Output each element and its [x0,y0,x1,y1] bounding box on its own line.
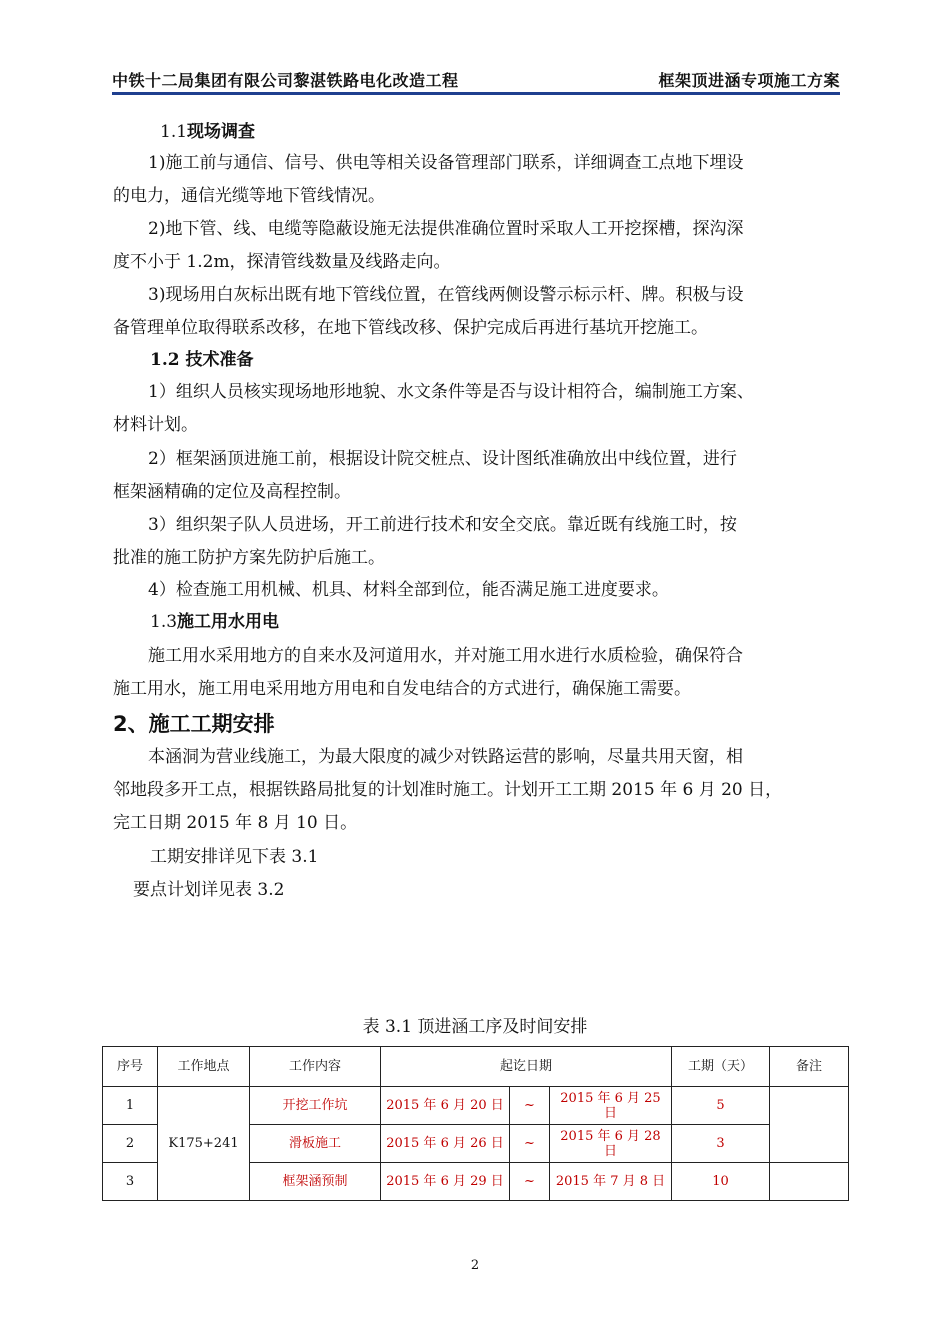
row-number: 2 [103,1125,158,1163]
duration-days: 3 [672,1125,770,1163]
duration-days: 5 [672,1087,770,1125]
header-cell: 工作内容 [250,1047,381,1087]
header-cell: 工期（天） [672,1047,770,1087]
date-separator: ~ [510,1087,550,1125]
paragraph: 3）组织架子队人员进场，开工前进行技术和安全交底。靠近既有线施工时，按 [148,515,737,535]
section-1-3-text: 施工用水用电 [177,612,280,632]
start-date: 2015 年 6 月 29 日 [381,1163,510,1201]
section-2-heading: 2、施工工期安排 [113,712,275,736]
paragraph: 度不小于 1.2m，探清管线数量及线路走向。 [113,252,451,272]
end-date: 2015 年 6 月 28 日 [550,1125,672,1163]
paragraph: 工期安排详见下表 3.1 [150,847,319,867]
table-caption: 表 3.1 顶进涵工序及时间安排 [362,1017,588,1037]
paragraph: 完工日期 2015 年 8 月 10 日。 [113,813,358,833]
end-date: 2015 年 6 月 25 日 [550,1087,672,1125]
duration-days: 10 [672,1163,770,1201]
work-content: 滑板施工 [250,1125,381,1163]
date-separator: ~ [510,1125,550,1163]
paragraph: 邻地段多开工点，根据铁路局批复的计划准时施工。计划开工工期 2015 年 6 月 20 日， [113,780,783,800]
section-1-1-text: 现场调查 [187,122,256,142]
date-separator: ~ [510,1163,550,1201]
schedule-table [102,1046,849,1201]
header-rule [112,92,840,95]
start-date: 2015 年 6 月 26 日 [381,1125,510,1163]
header-cell: 起讫日期 [381,1047,672,1087]
work-location: K175+241 [158,1087,250,1201]
paragraph: 2)地下管、线、电缆等隐蔽设施无法提供准确位置时采取人工开挖探槽，探沟深 [148,219,744,239]
paragraph: 框架涵精确的定位及高程控制。 [113,482,351,502]
paragraph: 4）检查施工用机械、机具、材料全部到位，能否满足施工进度要求。 [148,580,669,600]
header-cell: 备注 [770,1047,849,1087]
table-header-row [103,1047,849,1087]
section-1-1-number: 1.1 [160,122,188,142]
paragraph: 本涵洞为营业线施工，为最大限度的减少对铁路运营的影响，尽量共用天窗，相 [148,747,743,767]
paragraph: 3)现场用白灰标出既有地下管线位置，在管线两侧设警示标示杆、牌。积极与设 [148,285,744,305]
header-cell: 序号 [103,1047,158,1087]
paragraph: 2）框架涵顶进施工前，根据设计院交桩点、设计图纸准确放出中线位置，进行 [148,449,737,469]
header-project-name: 中铁十二局集团有限公司黎湛铁路电化改造工程 [112,71,459,90]
work-content: 框架涵预制 [250,1163,381,1201]
page-number: 2 [470,1258,480,1273]
table-row [103,1087,849,1125]
paragraph: 批准的施工防护方案先防护后施工。 [113,548,385,568]
paragraph: 材料计划。 [113,415,198,435]
paragraph: 施工用水，施工用电采用地方用电和自发电结合的方式进行，确保施工需要。 [113,679,691,699]
header-cell: 工作地点 [158,1047,250,1087]
paragraph: 1）组织人员核实现场地形地貌、水文条件等是否与设计相符合，编制施工方案、 [148,382,754,402]
paragraph: 备管理单位取得联系改移，在地下管线改移、保护完成后再进行基坑开挖施工。 [113,318,708,338]
page-header [112,64,840,92]
work-content: 开挖工作坑 [250,1087,381,1125]
section-1-2-title: 1.2 技术准备 [150,350,254,370]
start-date: 2015 年 6 月 20 日 [381,1087,510,1125]
remark-cell [770,1163,849,1201]
paragraph: 的电力，通信光缆等地下管线情况。 [113,186,385,206]
remark-cell [770,1087,849,1163]
row-number: 1 [103,1087,158,1125]
section-1-3-title [150,611,279,633]
header-document-title: 框架顶进涵专项施工方案 [658,71,840,90]
paragraph: 要点计划详见表 3.2 [133,880,285,900]
section-1-1-title [160,121,255,143]
row-number: 3 [103,1163,158,1201]
section-1-3-number: 1.3 [150,612,178,632]
paragraph: 1)施工前与通信、信号、供电等相关设备管理部门联系，详细调查工点地下埋设 [148,153,744,173]
paragraph: 施工用水采用地方的自来水及河道用水，并对施工用水进行水质检验，确保符合 [148,646,743,666]
end-date: 2015 年 7 月 8 日 [550,1163,672,1201]
